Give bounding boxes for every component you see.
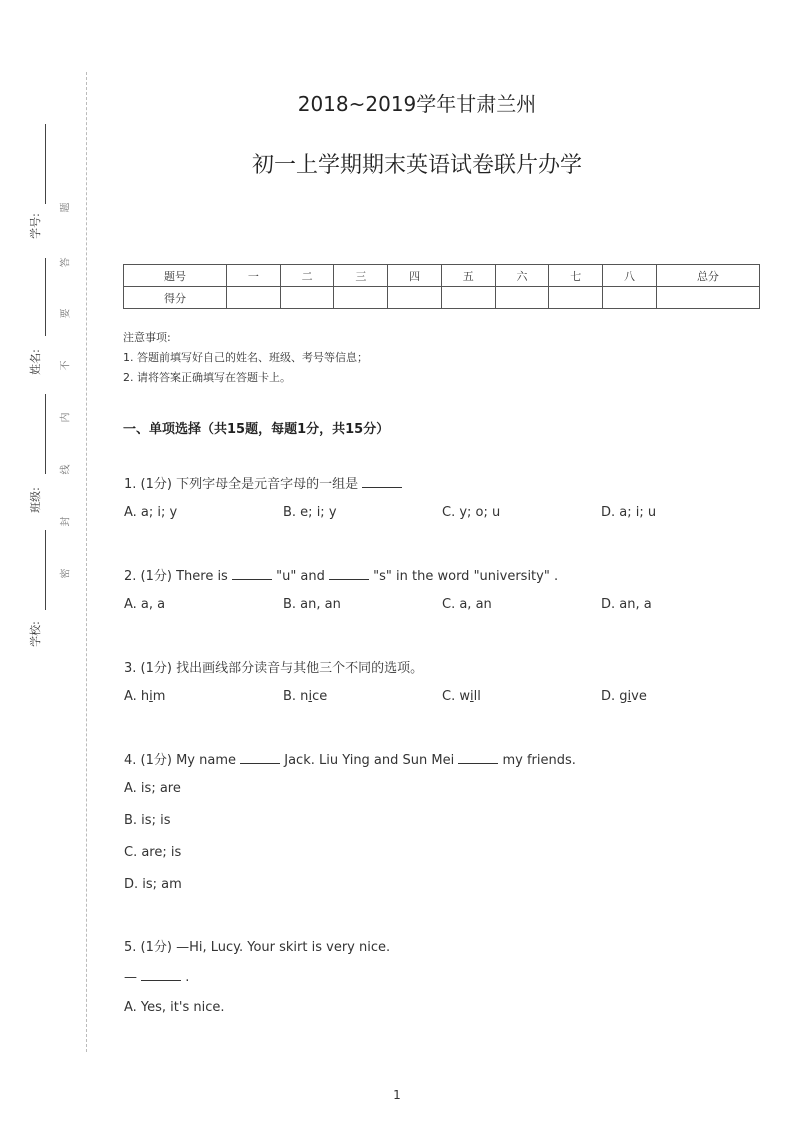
score-cell [495,287,549,309]
exam-title-line2: 初一上学期期末英语试卷联片办学 [251,153,582,178]
seal-word: 密 [60,568,72,579]
score-table-score-row [124,287,760,309]
option-d: D. is; am [124,877,182,892]
score-cell [549,287,603,309]
question-3: 3. (1分) 找出画线部分读音与其他三个不同的选项。 [124,661,424,676]
question-stem: 2. (1分) There is [124,569,232,584]
question-stem: 4. (1分) My name [124,753,241,768]
score-table-col: 二 [280,265,334,287]
seal-word: 封 [60,516,72,527]
score-table-col: 总分 [656,265,759,287]
score-table-col: 三 [334,265,388,287]
score-cell [603,287,657,309]
underlined-letter: i [308,689,313,704]
option-a: A. a; i; y [124,505,178,520]
score-table-col: 一 [227,265,281,287]
seal-word: 题 [60,202,72,213]
score-table-col: 七 [549,265,603,287]
option-c: C. are; is [124,845,182,860]
answer-blank [458,751,498,764]
option-a: A. is; are [124,781,181,796]
question-stem: 1. (1分) 下列字母全是元音字母的一组是 [124,477,363,492]
answer-blank [329,567,369,580]
underlined-letter: i [469,689,474,704]
seal-word: 不 [60,360,72,371]
notice-heading: 注意事项: [123,331,171,344]
score-cell [334,287,388,309]
question-5: 5. (1分) —Hi, Lucy. Your skirt is very nice. [124,940,391,955]
option-b: B. an, an [283,597,341,612]
underlined-letter: i [149,689,153,704]
score-table [123,264,760,309]
underlined-letter: i [627,689,632,704]
seal-dashed-line [86,72,87,1052]
section-title: 一、单项选择（共15题，每题1分，共15分） [123,422,390,437]
score-cell [227,287,281,309]
notice-item: 2. 请将答案正确填写在答题卡上。 [123,371,291,384]
option-b: B. nice [283,689,328,704]
exam-title-line1: 2018~2019学年甘肃兰州 [297,92,537,116]
name-label: 姓名: [28,349,42,375]
score-cell [441,287,495,309]
question-2 [124,565,558,584]
question-stem-part: "s" in the word "university" . [369,569,559,584]
score-table-col: 六 [495,265,549,287]
score-table-col: 五 [441,265,495,287]
page-number: 1 [393,1088,401,1102]
question-stem-part: "u" and [271,569,330,584]
option-c: C. will [442,689,481,704]
question-4 [124,749,576,768]
score-cell [656,287,759,309]
answer-blank [240,751,280,764]
option-d: D. give [601,689,647,704]
score-cell [388,287,442,309]
name-line [45,258,46,336]
seal-word: 要 [60,308,72,319]
option-c: C. a, an [442,597,492,612]
student-id-label: 学号: [28,213,42,239]
score-table-header-row [124,265,760,287]
answer-blank [232,567,272,580]
answer-blank [362,475,402,488]
seal-word: 内 [60,412,72,423]
class-label: 班级: [28,487,42,513]
class-line [45,394,46,474]
seal-word: 线 [60,464,72,475]
question-stem-part: my friends. [498,753,576,768]
notice-block [123,328,368,388]
question-1 [124,473,402,492]
school-label: 学校: [28,621,42,647]
notice-item: 1. 答题前填写好自己的姓名、班级、考号等信息； [123,351,368,364]
option-d: D. a; i; u [601,505,657,520]
option-a: A. him [124,689,166,704]
score-cell [280,287,334,309]
answer-blank [141,968,181,981]
question-5-reply: — . [124,970,190,985]
score-table-col: 八 [603,265,657,287]
question-stem-part: Jack. Liu Ying and Sun Mei [280,753,459,768]
option-d: D. an, a [601,597,652,612]
school-line [45,530,46,610]
option-b: B. is; is [124,813,171,828]
option-b: B. e; i; y [283,505,337,520]
seal-word: 答 [60,257,72,268]
score-table-col: 四 [388,265,442,287]
score-table-row-label: 题号 [124,265,227,287]
option-c: C. y; o; u [442,505,501,520]
score-table-row-label: 得分 [124,287,227,309]
option-a: A. Yes, it's nice. [124,1000,225,1015]
option-a: A. a, a [124,597,166,612]
